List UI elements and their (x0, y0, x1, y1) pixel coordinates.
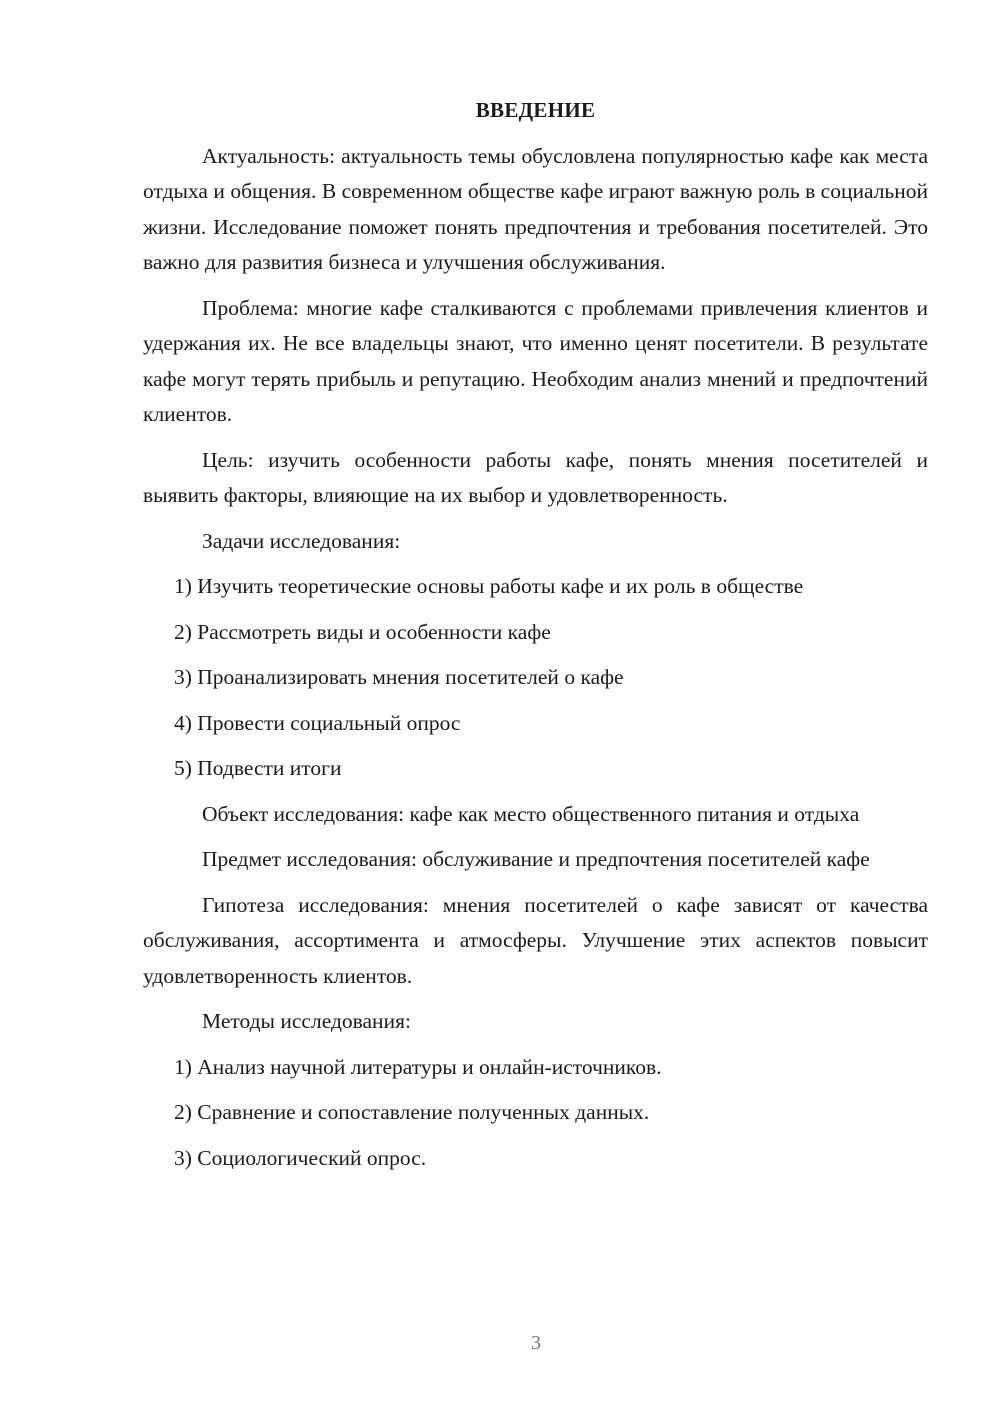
goal-paragraph: Цель: изучить особенности работы кафе, понять мнения посетителей и выявить факторы, влияющие на их выбор и удовлетворенность. (143, 447, 928, 507)
task-item: 4) Провести социальный опрос (174, 710, 461, 735)
method-item: 2) Сравнение и сопоставление полученных данных. (174, 1100, 650, 1124)
task-item: 2) Рассмотреть виды и особенности кафе (174, 619, 551, 644)
object-paragraph: Объект исследования: кафе как место общественного питания и отдыха (202, 801, 860, 826)
task-item: 3) Проанализировать мнения посетителей о кафе (174, 665, 624, 689)
problem-paragraph: Проблема: многие кафе сталкиваются с проблемами привлечения клиентов и удержания их. Не все владельцы знают, что именно ценят посетители. В результате кафе могут терять прибыль и репутацию. Необходим анализ мнений и предпочтений клиентов. (143, 295, 928, 426)
document-content (143, 93, 928, 1186)
method-item: 3) Социологический опрос. (174, 1145, 427, 1170)
method-item: 1) Анализ научной литературы и онлайн-источников. (174, 1054, 662, 1079)
task-item: 5) Подвести итоги (174, 756, 342, 780)
task-item: 1) Изучить теоретические основы работы кафе и их роль в обществе (174, 574, 804, 598)
page-title: ВВЕДЕНИЕ (475, 98, 596, 122)
methods-title: Методы исследования: (202, 1009, 411, 1033)
tasks-title: Задачи исследования: (202, 528, 401, 553)
page-number: 3 (531, 1332, 541, 1354)
hypothesis-paragraph: Гипотеза исследования: мнения посетителей о кафе зависят от качества обслуживания, ассортимента и атмосферы. Улучшение этих аспектов повысит удовлетворенность клиентов. (143, 892, 928, 988)
relevance-paragraph: Актуальность: актуальность темы обусловлена популярностью кафе как места отдыха и общения. В современном обществе кафе играют важную роль в социальной жизни. Исследование поможет понять предпочтения и требования посетителей. Это важно для развития бизнеса и улучшения обслуживания. (143, 143, 928, 274)
subject-paragraph: Предмет исследования: обслуживание и предпочтения посетителей кафе (202, 847, 870, 871)
